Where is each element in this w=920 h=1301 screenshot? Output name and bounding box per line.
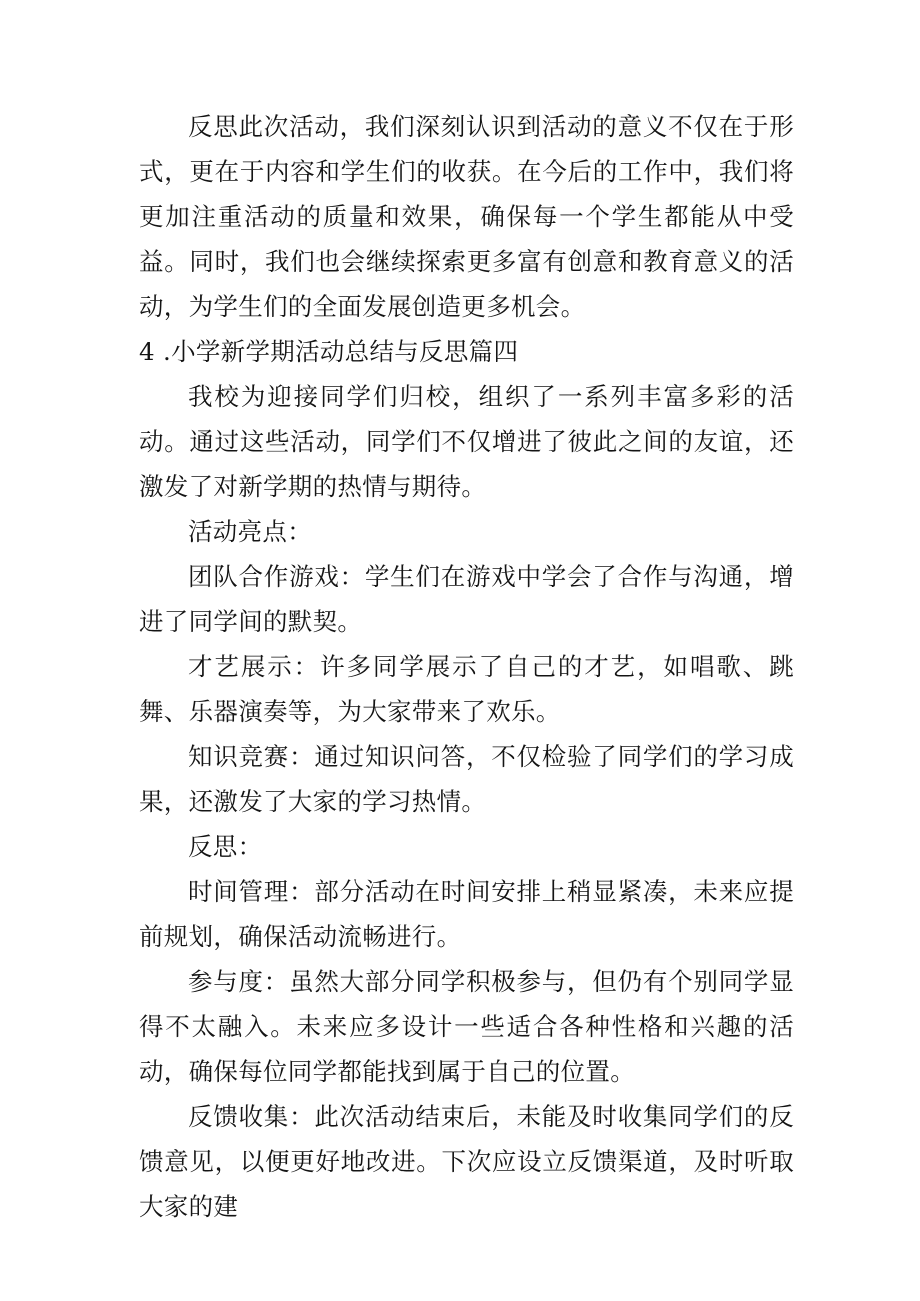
paragraph-reflection-label: 反思： bbox=[188, 832, 263, 861]
paragraph-knowledge-contest: 知识竞赛：通过知识问答，不仅检验了同学们的学习成果，还激发了大家的学习热情。 bbox=[139, 742, 794, 816]
paragraph-time-management: 时间管理：部分活动在时间安排上稍显紧凑，未来应提前规划，确保活动流畅进行。 bbox=[139, 877, 794, 951]
section-heading: 4 .小学新学期活动总结与反思篇四 bbox=[139, 337, 519, 366]
paragraph-reflection: 反思此次活动，我们深刻认识到活动的意义不仅在于形式，更在于内容和学生们的收获。在今后的工作中，我们将更加注重活动的质量和效果，确保每一个学生都能从中受益。同时，我们也会继续探索更多富有创意和教育意义的活动，为学生们的全面发展创造更多机会。 bbox=[139, 112, 794, 321]
paragraph-highlights-label: 活动亮点： bbox=[188, 517, 312, 546]
document-body bbox=[139, 104, 794, 1229]
paragraph-feedback: 反馈收集：此次活动结束后，未能及时收集同学们的反馈意见，以便更好地改进。下次应设立反馈渠道，及时听取大家的建 bbox=[139, 1102, 794, 1221]
paragraph-talent-show: 才艺展示：许多同学展示了自己的才艺，如唱歌、跳舞、乐器演奏等，为大家带来了欢乐。 bbox=[139, 652, 794, 726]
paragraph-intro: 我校为迎接同学们归校，组织了一系列丰富多彩的活动。通过这些活动，同学们不仅增进了彼此之间的友谊，还激发了对新学期的热情与期待。 bbox=[139, 382, 794, 501]
paragraph-participation: 参与度：虽然大部分同学积极参与，但仍有个别同学显得不太融入。未来应多设计一些适合各种性格和兴趣的活动，确保每位同学都能找到属于自己的位置。 bbox=[139, 967, 794, 1086]
paragraph-team-games: 团队合作游戏：学生们在游戏中学会了合作与沟通，增进了同学间的默契。 bbox=[139, 562, 794, 636]
